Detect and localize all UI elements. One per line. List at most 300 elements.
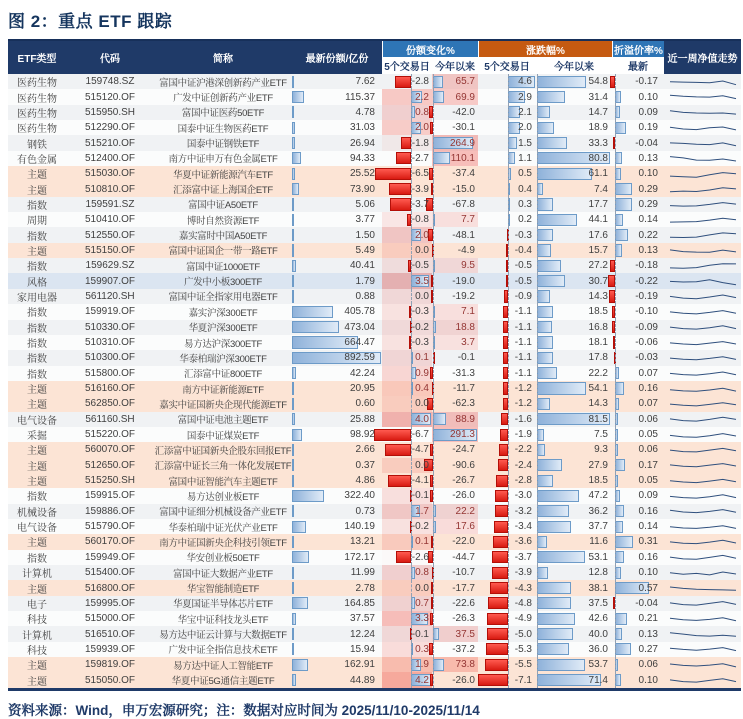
cell-share-change-5d	[382, 120, 432, 135]
cell-value: 291.3	[449, 429, 475, 441]
data-bar	[537, 613, 576, 625]
cell-value: 0.10	[638, 567, 658, 579]
cell-etf-type: 电子	[27, 599, 47, 611]
cell-price-change-ytd	[536, 427, 612, 442]
cell-value: -4.1	[411, 475, 429, 487]
table-row	[8, 151, 741, 166]
cell-premium	[612, 135, 664, 150]
cell-etf-type: 主题	[27, 170, 47, 182]
cell-value: 0.9	[415, 367, 429, 379]
table-row	[8, 519, 741, 534]
cell-value: 4.86	[355, 475, 375, 487]
cell-share-change-ytd	[432, 320, 478, 335]
cell-value: 33.3	[588, 137, 608, 149]
cell-value: 65.7	[455, 76, 475, 88]
cell-code: 510410.OF	[84, 214, 136, 226]
cell-price-change-5d	[478, 289, 536, 304]
cell-price-change-5d	[478, 519, 536, 534]
cell-value: 0.27	[638, 643, 658, 655]
data-bar	[433, 413, 446, 425]
cell-share-change-ytd	[432, 473, 478, 488]
cell-value: 0.14	[638, 521, 658, 533]
cell-name: 富国中证医药50ETF	[181, 108, 265, 120]
data-bar	[292, 521, 306, 533]
cell-value: 47.2	[588, 490, 608, 502]
cell-value: 53.7	[588, 659, 608, 671]
cell-value: 37.7	[588, 521, 608, 533]
cell-value: -4.9	[514, 613, 532, 625]
cell-value: 0.0	[415, 459, 429, 471]
data-bar	[537, 76, 587, 88]
cell-value: 0.05	[638, 429, 658, 441]
nav-sparkline-cell	[664, 181, 741, 196]
data-bar	[292, 659, 308, 671]
data-bar	[292, 459, 294, 471]
cell-premium	[612, 657, 664, 672]
cell-share-change-5d	[382, 488, 432, 503]
cell-price-change-5d	[478, 473, 536, 488]
cell-share-change-5d	[382, 135, 432, 150]
data-bar	[385, 444, 411, 456]
cell-name: 南方中证新能源ETF	[182, 384, 264, 396]
cell-name: 博时自然资源ETF	[186, 215, 260, 227]
cell-price-change-5d	[478, 442, 536, 457]
nav-sparkline-cell	[664, 396, 741, 411]
data-bar	[537, 122, 554, 134]
cell-value: -0.2	[411, 321, 429, 333]
cell-share-change-ytd	[432, 596, 478, 611]
cell-value: 44.89	[349, 674, 375, 686]
cell-value: 0.09	[638, 106, 658, 118]
nav-sparkline-cell	[664, 596, 741, 611]
nav-sparkline-cell	[664, 227, 741, 242]
table-row	[8, 580, 741, 595]
cell-value: 14.3	[588, 398, 608, 410]
cell-value: -2.8	[514, 475, 532, 487]
nav-sparkline-cell	[664, 565, 741, 580]
cell-value: 22.2	[588, 367, 608, 379]
cell-value: 1.9	[415, 659, 429, 671]
cell-value: 36.2	[588, 505, 608, 517]
cell-premium	[612, 626, 664, 641]
cell-name: 汇添富中证800ETF	[184, 369, 262, 381]
cell-value: 7.4	[594, 183, 608, 195]
data-bar	[496, 475, 508, 487]
cell-value: 2.66	[355, 444, 375, 456]
cell-etf-type: 科技	[27, 615, 47, 627]
cell-etf-type: 机械设备	[17, 507, 57, 519]
data-bar	[487, 628, 508, 640]
cell-value: -37.2	[452, 643, 475, 655]
cell-shares	[292, 197, 382, 212]
cell-value: 473.04	[344, 321, 375, 333]
cell-value: -1.2	[514, 398, 532, 410]
nav-sparkline-cell	[664, 504, 741, 519]
cell-value: 1.79	[355, 275, 375, 287]
data-bar	[292, 306, 333, 318]
cell-value: 0.73	[355, 505, 375, 517]
cell-value: -0.22	[635, 275, 658, 287]
cell-name: 易方达中证云计算与大数据ETF	[159, 630, 287, 642]
cell-shares	[292, 396, 382, 411]
cell-name: 华夏中证新能源汽车ETF	[173, 169, 273, 181]
cell-value: 0.09	[638, 490, 658, 502]
cell-share-change-5d	[382, 534, 432, 549]
data-bar	[615, 198, 632, 210]
cell-code: 515000.OF	[84, 613, 136, 625]
cell-value: 2.2	[415, 91, 429, 103]
sparkline	[666, 642, 740, 656]
sparkline	[666, 167, 740, 181]
cell-share-change-5d	[382, 442, 432, 457]
cell-share-change-5d	[382, 626, 432, 641]
sparkline	[666, 182, 740, 196]
cell-premium	[612, 519, 664, 534]
figure-title: 图 2：重点 ETF 跟踪	[8, 12, 173, 31]
cell-price-change-5d	[478, 504, 536, 519]
data-bar	[537, 229, 553, 241]
data-bar	[537, 505, 570, 517]
cell-shares	[292, 120, 382, 135]
cell-share-change-5d	[382, 611, 432, 626]
cell-code: 515050.OF	[84, 674, 136, 686]
cell-name: 华泰柏瑞沪深300ETF	[179, 353, 267, 365]
data-bar	[615, 214, 623, 226]
cell-price-change-5d	[478, 304, 536, 319]
cell-premium	[612, 580, 664, 595]
cell-price-change-ytd	[536, 304, 612, 319]
cell-shares	[292, 258, 382, 273]
cell-code: 512550.OF	[84, 229, 136, 241]
header-nav-trend: 近一周净值走势	[664, 41, 741, 74]
cell-share-change-5d	[382, 458, 432, 473]
cell-shares	[292, 227, 382, 242]
table-row	[8, 258, 741, 273]
cell-value: -4.3	[514, 582, 532, 594]
cell-value: 0.31	[638, 536, 658, 548]
cell-value: -24.7	[452, 444, 475, 456]
cell-code: 159939.OF	[84, 643, 136, 655]
sparkline	[666, 566, 740, 580]
cell-shares	[292, 335, 382, 350]
cell-value: 42.6	[588, 613, 608, 625]
cell-value: 0.7	[415, 597, 429, 609]
cell-value: 20.95	[349, 383, 375, 395]
cell-share-change-ytd	[432, 289, 478, 304]
data-bar	[292, 382, 294, 394]
cell-shares	[292, 565, 382, 580]
cell-share-change-ytd	[432, 243, 478, 258]
cell-price-change-ytd	[536, 412, 612, 427]
nav-sparkline-cell	[664, 550, 741, 565]
data-bar	[485, 659, 508, 671]
cell-value: 1.50	[355, 229, 375, 241]
cell-value: 71.4	[588, 674, 608, 686]
data-bar	[292, 183, 299, 195]
cell-value: 88.9	[455, 413, 475, 425]
cell-premium	[612, 534, 664, 549]
cell-value: 42.24	[349, 367, 375, 379]
cell-value: -0.17	[635, 76, 658, 88]
cell-value: 0.37	[355, 459, 375, 471]
cell-share-change-ytd	[432, 626, 478, 641]
cell-shares	[292, 135, 382, 150]
data-bar	[292, 505, 294, 517]
sparkline	[666, 673, 740, 687]
nav-sparkline-cell	[664, 350, 741, 365]
cell-shares	[292, 74, 382, 89]
sparkline	[666, 228, 740, 242]
data-bar	[537, 382, 586, 394]
cell-code: 159748.SZ	[85, 76, 135, 88]
cell-value: -4.9	[457, 244, 475, 256]
cell-value: -3.0	[514, 490, 532, 502]
cell-price-change-ytd	[536, 565, 612, 580]
cell-value: 0.4	[415, 383, 429, 395]
cell-share-change-ytd	[432, 89, 478, 104]
cell-share-change-ytd	[432, 580, 478, 595]
data-bar	[292, 475, 294, 487]
cell-value: -3.2	[514, 505, 532, 517]
cell-share-change-5d	[382, 335, 432, 350]
cell-value: 15.94	[349, 643, 375, 655]
cell-price-change-ytd	[536, 534, 612, 549]
cell-etf-type: 计算机	[22, 630, 52, 642]
cell-value: -0.19	[635, 290, 658, 302]
cell-value: -0.18	[635, 260, 658, 272]
cell-value: -0.5	[514, 260, 532, 272]
cell-name: 国泰中证钢铁ETF	[186, 139, 260, 151]
sparkline	[666, 90, 740, 104]
table-row	[8, 488, 741, 503]
cell-premium	[612, 427, 664, 442]
cell-premium	[612, 550, 664, 565]
cell-shares	[292, 611, 382, 626]
sparkline	[666, 627, 740, 641]
cell-name: 汇添富中证上海国企ETF	[173, 185, 273, 197]
data-bar	[292, 106, 294, 118]
cell-premium	[612, 672, 664, 687]
cell-price-change-5d	[478, 320, 536, 335]
cell-value: 0.8	[415, 106, 429, 118]
data-bar	[490, 582, 508, 594]
cell-shares	[292, 89, 382, 104]
cell-share-change-ytd	[432, 412, 478, 427]
cell-etf-type: 指数	[27, 354, 47, 366]
cell-share-change-ytd	[432, 105, 478, 120]
cell-value: 7.7	[461, 214, 475, 226]
nav-sparkline-cell	[664, 258, 741, 273]
cell-shares	[292, 273, 382, 288]
cell-value: 17.8	[588, 352, 608, 364]
data-bar	[292, 137, 295, 149]
cell-value: -0.9	[514, 290, 532, 302]
cell-value: 0.5	[518, 168, 532, 180]
cell-value: -0.3	[514, 229, 532, 241]
nav-sparkline-cell	[664, 534, 741, 549]
data-bar	[292, 429, 302, 441]
cell-value: 4.78	[355, 106, 375, 118]
table-row	[8, 166, 741, 181]
data-bar	[615, 643, 631, 655]
cell-value: -0.3	[411, 337, 429, 349]
cell-price-change-ytd	[536, 74, 612, 89]
nav-sparkline-cell	[664, 166, 741, 181]
cell-value: 0.29	[638, 198, 658, 210]
cell-etf-type: 指数	[27, 308, 47, 320]
cell-value: 18.8	[455, 321, 475, 333]
cell-premium	[612, 366, 664, 381]
cell-code: 512650.OF	[84, 459, 136, 471]
cell-name: 嘉实中证国新央企现代能源ETF	[159, 399, 287, 411]
cell-code: 515210.OF	[84, 137, 136, 149]
cell-share-change-ytd	[432, 504, 478, 519]
sparkline	[666, 612, 740, 626]
cell-code: 516160.OF	[84, 383, 136, 395]
cell-value: 14.3	[588, 290, 608, 302]
cell-value: -2.4	[514, 459, 532, 471]
table-row	[8, 611, 741, 626]
cell-name: 富国中证智能汽车主题ETF	[168, 476, 278, 488]
table-body	[8, 74, 741, 691]
cell-value: -0.04	[635, 137, 658, 149]
cell-name: 汇添富中证国新央企股东回报ETF	[154, 445, 292, 457]
data-bar	[537, 398, 550, 410]
cell-value: 9.5	[461, 260, 475, 272]
table-row	[8, 350, 741, 365]
cell-value: 0.07	[638, 398, 658, 410]
cell-value: 18.9	[588, 122, 608, 134]
cell-price-change-ytd	[536, 488, 612, 503]
cell-value: 31.4	[588, 91, 608, 103]
cell-value: 4.0	[415, 413, 429, 425]
cell-share-change-5d	[382, 105, 432, 120]
cell-shares	[292, 519, 382, 534]
cell-price-change-5d	[478, 488, 536, 503]
cell-value: -42.0	[452, 106, 475, 118]
cell-price-change-5d	[478, 565, 536, 580]
cell-etf-type: 主题	[27, 477, 47, 489]
data-bar	[292, 168, 295, 180]
cell-share-change-5d	[382, 243, 432, 258]
data-bar	[292, 260, 296, 272]
cell-etf-type: 主题	[27, 385, 47, 397]
data-bar	[615, 613, 628, 625]
cell-premium	[612, 412, 664, 427]
cell-share-change-5d	[382, 580, 432, 595]
nav-sparkline-cell	[664, 197, 741, 212]
data-bar	[495, 505, 509, 517]
table-row	[8, 626, 741, 641]
data-bar	[537, 536, 547, 548]
cell-code: 159591.SZ	[85, 198, 135, 210]
cell-value: 322.40	[344, 490, 375, 502]
cell-shares	[292, 412, 382, 427]
cell-value: 40.0	[588, 628, 608, 640]
header-share-change-group: 份额变化%	[382, 41, 478, 57]
cell-value: -26.0	[452, 490, 475, 502]
cell-value: 37.5	[455, 628, 475, 640]
cell-value: 892.59	[344, 352, 375, 364]
sparkline	[666, 474, 740, 488]
nav-sparkline-cell	[664, 626, 741, 641]
cell-premium	[612, 335, 664, 350]
cell-share-change-ytd	[432, 534, 478, 549]
cell-value: -3.6	[514, 536, 532, 548]
cell-share-change-5d	[382, 396, 432, 411]
cell-value: 54.8	[588, 76, 608, 88]
cell-share-change-5d	[382, 320, 432, 335]
cell-name: 华宝中证科技龙头ETF	[177, 614, 269, 626]
cell-shares	[292, 105, 382, 120]
cell-etf-type: 家用电器	[17, 292, 57, 304]
cell-share-change-ytd	[432, 304, 478, 319]
cell-price-change-ytd	[536, 227, 612, 242]
cell-share-change-ytd	[432, 181, 478, 196]
cell-share-change-5d	[382, 181, 432, 196]
cell-etf-type: 周期	[27, 216, 47, 228]
data-bar	[292, 597, 308, 609]
cell-name: 广发中小板300ETF	[184, 277, 262, 289]
data-bar	[433, 91, 444, 103]
cell-value: 4.2	[415, 674, 429, 686]
cell-share-change-ytd	[432, 135, 478, 150]
cell-code: 515400.OF	[84, 567, 136, 579]
cell-price-change-ytd	[536, 181, 612, 196]
cell-code: 516800.OF	[84, 582, 136, 594]
cell-share-change-ytd	[432, 396, 478, 411]
cell-value: 14.7	[588, 106, 608, 118]
cell-name: 富国中证1000ETF	[186, 261, 260, 273]
cell-price-change-5d	[478, 120, 536, 135]
table-header	[8, 39, 741, 74]
cell-value: 3.7	[461, 337, 475, 349]
sparkline	[666, 535, 740, 549]
cell-value: 61.1	[588, 168, 608, 180]
cell-value: 37.57	[349, 613, 375, 625]
cell-value: 0.4	[518, 183, 532, 195]
cell-name: 国泰中证生物医药ETF	[177, 123, 269, 135]
nav-sparkline-cell	[664, 135, 741, 150]
cell-share-change-ytd	[432, 519, 478, 534]
cell-price-change-5d	[478, 412, 536, 427]
cell-value: 16.8	[588, 321, 608, 333]
data-bar	[537, 275, 565, 287]
cell-value: 405.78	[344, 306, 375, 318]
cell-price-change-ytd	[536, 335, 612, 350]
cell-name: 富国中证细分机械设备产业ETF	[159, 507, 287, 519]
cell-etf-type: 有色金属	[17, 154, 57, 166]
cell-price-change-ytd	[536, 519, 612, 534]
cell-value: 18.5	[588, 475, 608, 487]
cell-share-change-5d	[382, 289, 432, 304]
header-code: 代码	[66, 41, 154, 74]
nav-sparkline-cell	[664, 105, 741, 120]
cell-price-change-5d	[478, 350, 536, 365]
cell-value: -4.8	[514, 597, 532, 609]
cell-value: 0.19	[638, 122, 658, 134]
cell-share-change-ytd	[432, 151, 478, 166]
data-bar	[498, 459, 508, 471]
cell-price-change-ytd	[536, 273, 612, 288]
cell-value: -3.9	[514, 567, 532, 579]
nav-sparkline-cell	[664, 320, 741, 335]
cell-name: 华宝智能制造ETF	[186, 584, 260, 596]
table-row	[8, 273, 741, 288]
table-row	[8, 550, 741, 565]
cell-premium	[612, 350, 664, 365]
cell-value: 0.06	[638, 444, 658, 456]
